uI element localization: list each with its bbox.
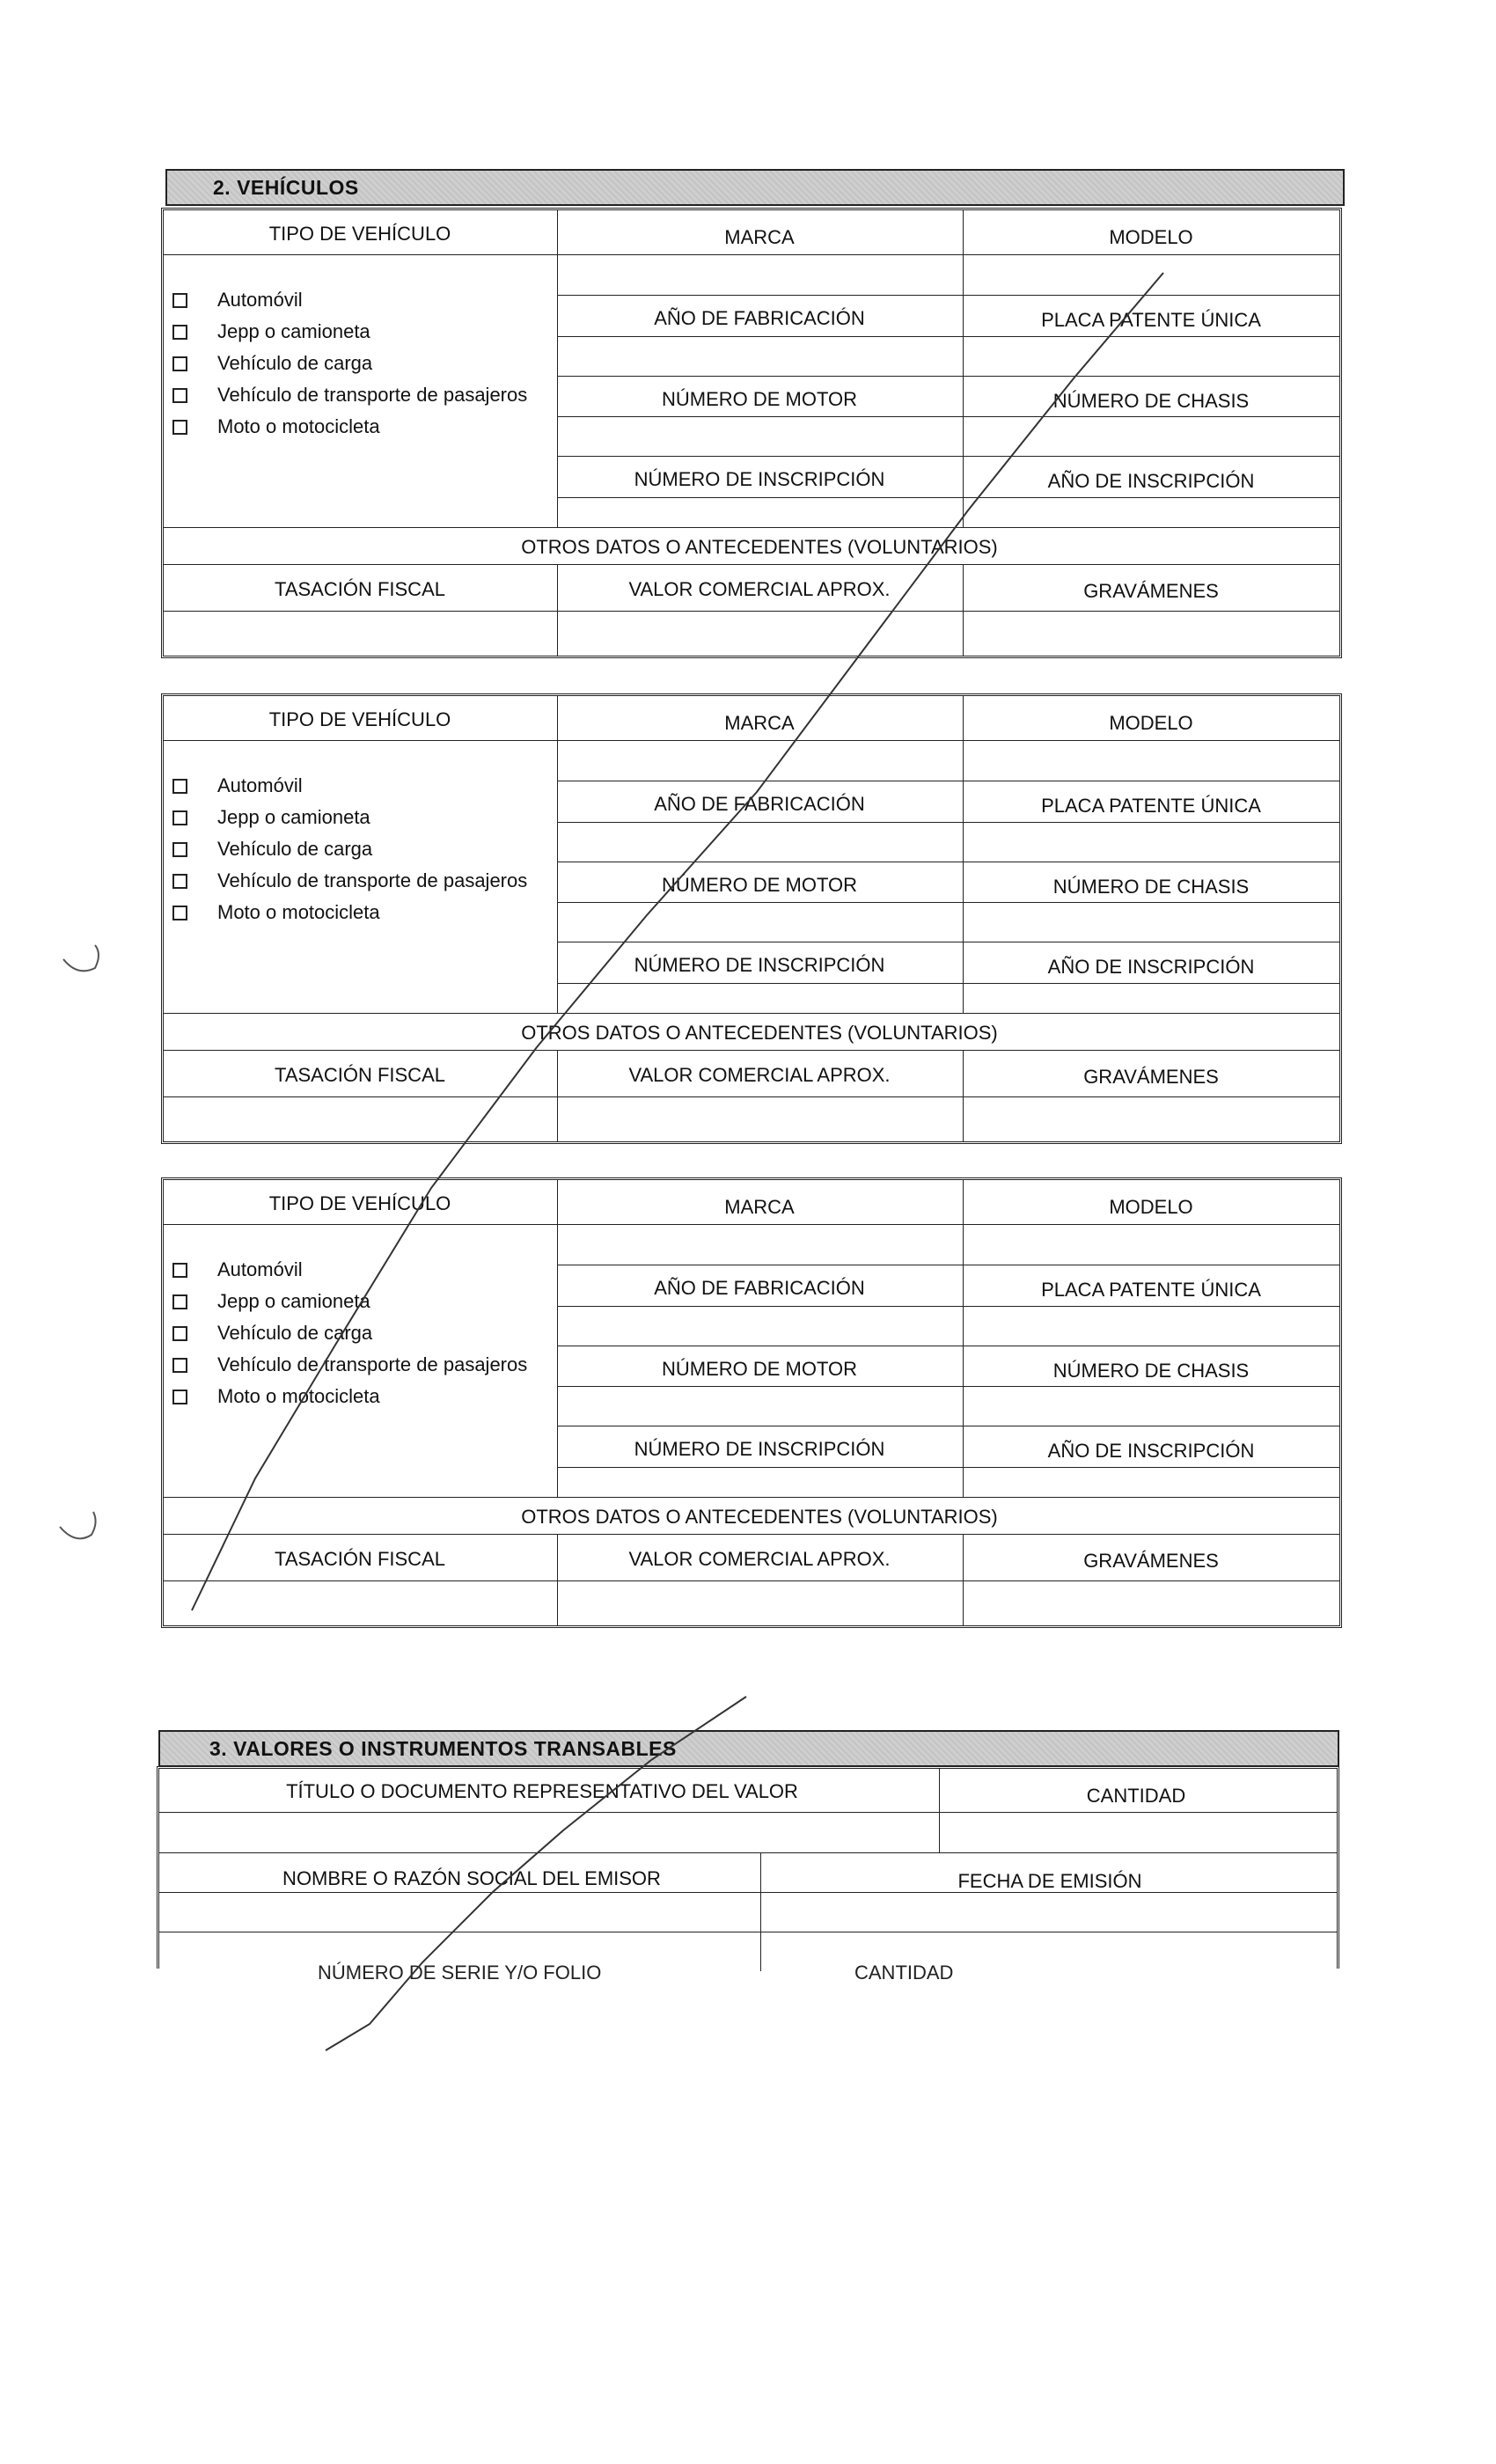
vehicle-type-label: Moto o motocicleta (217, 1385, 380, 1407)
placa-patente-header: PLACA PATENTE ÚNICA (1041, 795, 1261, 817)
valor-comercial-header: VALOR COMERCIAL APROX. (628, 578, 891, 600)
section-3-header (158, 1730, 1339, 1767)
vehicle-type-option[interactable] (172, 316, 527, 348)
section-2-title: 2. VEHÍCULOS (213, 176, 359, 199)
tasacion-fiscal-header: TASACIÓN FISCAL (275, 578, 445, 600)
vehicle-type-label: Vehículo de carga (217, 838, 373, 860)
placa-patente-header: PLACA PATENTE ÚNICA (1041, 309, 1261, 331)
vehicle-table-2 (161, 693, 1342, 1144)
checkbox-icon[interactable] (172, 842, 187, 857)
modelo-header: MODELO (1109, 712, 1193, 734)
vehicle-type-label: Vehículo de carga (217, 1322, 373, 1344)
otros-datos-header: OTROS DATOS O ANTECEDENTES (VOLUNTARIOS) (521, 1022, 998, 1044)
valor-comercial-header: VALOR COMERCIAL APROX. (628, 1064, 891, 1086)
vehicle-type-option[interactable] (172, 1254, 527, 1286)
numero-motor-header: NÚMERO DE MOTOR (661, 1358, 858, 1380)
checkbox-icon[interactable] (172, 293, 187, 308)
section-2-header (165, 169, 1345, 206)
anio-fabricacion-header: AÑO DE FABRICACIÓN (654, 1277, 865, 1299)
otros-datos-header: OTROS DATOS O ANTECEDENTES (VOLUNTARIOS) (521, 1506, 998, 1528)
cantidad-truncated-header: CANTIDAD (854, 1962, 954, 1984)
vehicle-type-label: Vehículo de carga (217, 352, 373, 374)
checkbox-icon[interactable] (172, 874, 187, 889)
vehicle-type-option[interactable] (172, 770, 527, 802)
vehicle-type-option[interactable] (172, 897, 527, 928)
numero-chasis-header: NÚMERO DE CHASIS (1052, 1360, 1250, 1382)
gravamenes-header: GRAVÁMENES (1083, 580, 1219, 602)
numero-inscripcion-header: NÚMERO DE INSCRIPCIÓN (634, 468, 885, 490)
vehicle-type-label: Moto o motocicleta (217, 901, 380, 923)
tipo-vehiculo-header: TIPO DE VEHÍCULO (268, 223, 451, 245)
vehicle-table-1 (161, 208, 1342, 658)
vehicle-type-option[interactable] (172, 284, 527, 316)
anio-inscripcion-header: AÑO DE INSCRIPCIÓN (1047, 470, 1255, 492)
vehicle-type-option[interactable] (172, 1286, 527, 1317)
vehicle-type-options (172, 1254, 527, 1412)
checkbox-icon[interactable] (172, 388, 187, 403)
vehicle-type-label: Automóvil (217, 774, 303, 796)
gravamenes-header: GRAVÁMENES (1083, 1550, 1219, 1572)
vehicle-type-label: Jepp o camioneta (217, 320, 370, 342)
vehicle-type-option[interactable] (172, 833, 527, 865)
checkbox-icon[interactable] (172, 779, 187, 794)
valor-comercial-header: VALOR COMERCIAL APROX. (628, 1548, 891, 1570)
vehicle-type-options (172, 284, 527, 443)
marca-header: MARCA (724, 712, 795, 734)
marca-header: MARCA (724, 1196, 795, 1218)
fecha-emision-header: FECHA DE EMISIÓN (957, 1870, 1142, 1892)
anio-inscripcion-header: AÑO DE INSCRIPCIÓN (1047, 956, 1255, 978)
checkbox-icon[interactable] (172, 1263, 187, 1278)
checkbox-icon[interactable] (172, 810, 187, 825)
titulo-documento-header: TÍTULO O DOCUMENTO REPRESENTATIVO DEL VALOR (286, 1780, 798, 1802)
checkbox-icon[interactable] (172, 1390, 187, 1404)
truncated-row (159, 1956, 1337, 1984)
numero-inscripcion-header: NÚMERO DE INSCRIPCIÓN (634, 1438, 885, 1460)
tasacion-fiscal-header: TASACIÓN FISCAL (275, 1548, 445, 1570)
section-3-title: 3. VALORES O INSTRUMENTOS TRANSABLES (209, 1737, 677, 1760)
vehicle-type-label: Jepp o camioneta (217, 1290, 370, 1312)
tasacion-fiscal-header: TASACIÓN FISCAL (275, 1064, 445, 1086)
checkbox-icon[interactable] (172, 906, 187, 920)
vehicle-type-options (172, 770, 527, 928)
tipo-vehiculo-header: TIPO DE VEHÍCULO (268, 1192, 451, 1214)
checkbox-icon[interactable] (172, 1294, 187, 1309)
checkbox-icon[interactable] (172, 356, 187, 371)
vehicle-type-option[interactable] (172, 379, 527, 411)
vehicle-type-label: Automóvil (217, 1258, 303, 1280)
checkbox-icon[interactable] (172, 1358, 187, 1373)
otros-datos-header: OTROS DATOS O ANTECEDENTES (VOLUNTARIOS) (521, 536, 998, 558)
vehicle-type-label: Vehículo de transporte de pasajeros (217, 1353, 528, 1375)
vehicle-type-label: Automóvil (217, 289, 303, 311)
nombre-emisor-header: NOMBRE O RAZÓN SOCIAL DEL EMISOR (282, 1867, 661, 1889)
numero-motor-header: NÚMERO DE MOTOR (661, 874, 858, 896)
marca-header: MARCA (724, 226, 795, 248)
vehicle-table-3 (161, 1177, 1342, 1628)
anio-fabricacion-header: AÑO DE FABRICACIÓN (654, 793, 865, 815)
modelo-header: MODELO (1109, 1196, 1193, 1218)
vehicle-type-option[interactable] (172, 1349, 527, 1381)
checkbox-icon[interactable] (172, 1326, 187, 1341)
anio-inscripcion-header: AÑO DE INSCRIPCIÓN (1047, 1440, 1255, 1462)
tipo-vehiculo-header: TIPO DE VEHÍCULO (268, 708, 451, 730)
gravamenes-header: GRAVÁMENES (1083, 1066, 1219, 1088)
vehicle-type-option[interactable] (172, 348, 527, 379)
vehicle-type-label: Jepp o camioneta (217, 806, 370, 828)
vehicle-type-option[interactable] (172, 1317, 527, 1349)
numero-motor-header: NÚMERO DE MOTOR (661, 388, 858, 410)
placa-patente-header: PLACA PATENTE ÚNICA (1041, 1279, 1261, 1301)
cantidad-header: CANTIDAD (1086, 1785, 1186, 1807)
vehicle-type-option[interactable] (172, 865, 527, 897)
vehicle-type-label: Vehículo de transporte de pasajeros (217, 384, 528, 406)
valores-table (157, 1766, 1339, 1984)
vehicle-type-label: Vehículo de transporte de pasajeros (217, 869, 528, 891)
vehicle-type-option[interactable] (172, 1381, 527, 1412)
numero-inscripcion-header: NÚMERO DE INSCRIPCIÓN (634, 954, 885, 976)
anio-fabricacion-header: AÑO DE FABRICACIÓN (654, 307, 865, 329)
vehicle-type-label: Moto o motocicleta (217, 415, 380, 437)
vehicle-type-option[interactable] (172, 802, 527, 833)
numero-chasis-header: NÚMERO DE CHASIS (1052, 876, 1250, 898)
vehicle-type-option[interactable] (172, 411, 527, 443)
checkbox-icon[interactable] (172, 420, 187, 435)
checkbox-icon[interactable] (172, 325, 187, 340)
numero-serie-header: NÚMERO DE SERIE Y/O FOLIO (318, 1962, 602, 1984)
numero-chasis-header: NÚMERO DE CHASIS (1052, 390, 1250, 412)
modelo-header: MODELO (1109, 226, 1193, 248)
